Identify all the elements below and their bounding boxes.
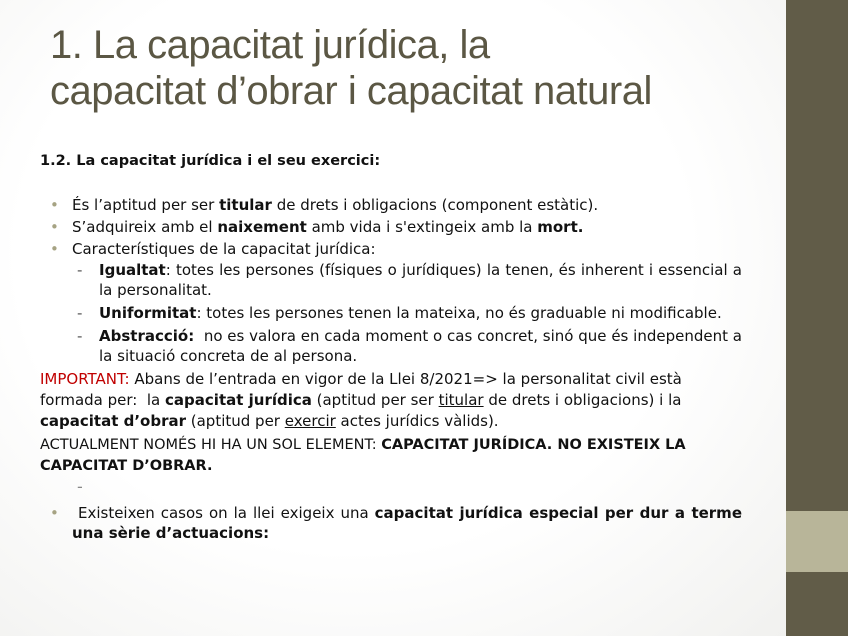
bullet-text: S’adquireix amb el [72, 218, 218, 236]
bullet-caracteristiques [40, 238, 742, 260]
subbullet-term: Uniformitat [99, 304, 197, 322]
subbullet-term: Abstracció: [99, 327, 195, 345]
bullet-text: És l’aptitud per ser [72, 196, 220, 214]
subbullet-term: Igualtat [99, 261, 166, 279]
sidebar-dark-top [786, 0, 848, 511]
bullet-adquireix [40, 216, 742, 238]
subbullet-abstraccio [40, 326, 747, 366]
important-bold: capacitat jurídica [165, 391, 312, 409]
important-text: (aptitud per [186, 412, 285, 430]
section-subheading: 1.2. La capacitat jurídica i el seu exercici: [40, 153, 381, 169]
spacer [40, 172, 742, 194]
important-text: (aptitud per ser [311, 391, 439, 409]
bullet-text: Existeixen casos on la llei exigeix una [72, 504, 375, 522]
bullet-bold: naixement [217, 218, 307, 236]
important-underlined: exercir [284, 412, 336, 430]
subbullet-text: no es valora en cada moment o cas concret, sinó que és independent a la situació concreta de al persona. [99, 327, 747, 365]
bullet-text: amb vida i s'extingeix amb la [306, 218, 538, 236]
bullet-bold: capacitat jurídica especial per dur a terme una sèrie d’actuacions: [72, 504, 742, 542]
bullet-bold: titular [219, 196, 272, 214]
bullet-casos [40, 503, 742, 543]
title-line-1: 1. La capacitat jurídica, la [50, 23, 490, 67]
subbullet-igualtat [40, 260, 742, 300]
important-note [40, 369, 742, 432]
subbullet-uniformitat [40, 303, 742, 323]
bullet-bold: mort. [537, 218, 584, 236]
slide-title [50, 22, 780, 114]
subbullet-text: : totes les persones (físiques o jurídiques) la tenen, és inherent i essencial a la personalitat. [99, 261, 742, 299]
title-line-2: capacitat d’obrar i capacitat natural [50, 69, 652, 113]
important-text: de drets i obligacions) i la [483, 391, 682, 409]
important-text: Abans de l’entrada en vigor de la Llei 8/2021=> la personalitat civil està formada per: la [40, 370, 687, 409]
subbullet-text: : totes les persones tenen la mateixa, no és graduable ni modificable. [196, 304, 722, 322]
important-bold: capacitat d’obrar [40, 412, 186, 430]
sidebar-dark-bottom [786, 572, 848, 636]
bullet-text: Característiques de la capacitat jurídica: [72, 240, 376, 258]
actualment-note [40, 435, 742, 477]
slide-content [40, 150, 747, 543]
sidebar-light-band [786, 511, 848, 572]
actualment-text: ACTUALMENT NOMÉS HI HA UN SOL ELEMENT: [40, 437, 382, 453]
empty-dash: - [77, 477, 83, 496]
empty-subbullet [40, 477, 742, 499]
important-text: actes jurídics vàlids). [335, 412, 499, 430]
bullet-text: de drets i obligacions (component estàtic). [271, 196, 599, 214]
important-underlined: titular [438, 391, 484, 409]
actualment-bold: CAPACITAT JURÍDICA. NO EXISTEIX LA CAPACITAT D’OBRAR. [40, 437, 686, 474]
bullet-aptitud [40, 194, 742, 216]
important-label: IMPORTANT: [40, 370, 130, 388]
